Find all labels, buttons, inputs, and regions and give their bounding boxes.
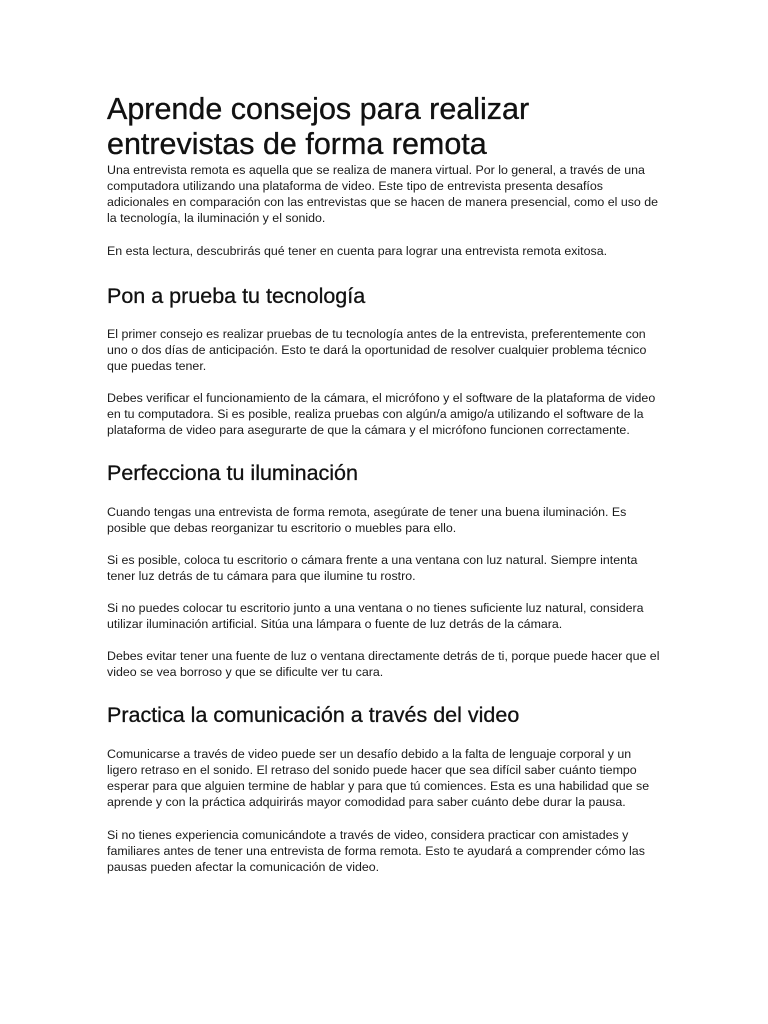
section-paragraph: El primer consejo es realizar pruebas de tu tecnología antes de la entrevista, preferentemente con uno o dos días de anticipación. Esto te dará la oportunidad de resolver cualquier problema técnico que puedas tener. — [107, 327, 647, 373]
section-paragraph: Debes verificar el funcionamiento de la cámara, el micrófono y el software de la plataforma de video en tu computadora. Si es posible, realiza pruebas con algún/a amigo/a utilizando el software de la plataforma de video para asegurarte de que la cámara y el micrófono funcionen correctamente. — [107, 391, 656, 437]
section-paragraph: Cuando tengas una entrevista de forma remota, asegúrate de tener una buena iluminación. Es posible que debas reorganizar tu escritorio o muebles para ello. — [107, 505, 627, 535]
intro-paragraph: En esta lectura, descubrirás qué tener en cuenta para lograr una entrevista remota exitosa. — [107, 244, 608, 258]
section-paragraph: Comunicarse a través de video puede ser un desafío debido a la falta de lenguaje corporal y un ligero retraso en el sonido. El retraso del sonido puede hacer que sea difícil saber cuánto tiempo esperar para que alguien termine de hablar y para que tú comiences. Esta es una habilidad que se aprende y con la práctica adquirirás mayor comodidad para saber cuánto debe durar la pausa. — [107, 747, 650, 809]
section-paragraph: Debes evitar tener una fuente de luz o ventana directamente detrás de ti, porque puede hacer que el video se vea borroso y que se dificulte ver tu cara. — [107, 649, 660, 679]
section-paragraph: Si no tienes experiencia comunicándote a través de video, considera practicar con amistades y familiares antes de tener una entrevista de forma remota. Esto te ayudará a comprender cómo las pausas pueden afectar la comunicación de video. — [107, 828, 645, 874]
section-paragraph: Si no puedes colocar tu escritorio junto a una ventana o no tienes suficiente luz natural, considera utilizar iluminación artificial. Sitúa una lámpara o fuente de luz detrás de la cámara. — [107, 601, 644, 631]
section-heading-lighting: Perfecciona tu iluminación — [107, 461, 358, 485]
document-page — [107, 92, 663, 875]
section-heading-technology: Pon a prueba tu tecnología — [107, 284, 366, 308]
section-paragraph: Si es posible, coloca tu escritorio o cámara frente a una ventana con luz natural. Siempre intenta tener luz detrás de tu cámara para que ilumine tu rostro. — [107, 553, 638, 583]
section-heading-video-communication: Practica la comunicación a través del video — [107, 703, 520, 727]
intro-paragraph: Una entrevista remota es aquella que se realiza de manera virtual. Por lo general, a través de una computadora utilizando una plataforma de video. Este tipo de entrevista presenta desafíos adicionales en comparación con las entrevistas que se hacen de manera presencial, como el uso de la tecnología, la iluminación y el sonido. — [107, 163, 659, 225]
document-title: Aprende consejos para realizar entrevistas de forma remota — [107, 92, 530, 161]
